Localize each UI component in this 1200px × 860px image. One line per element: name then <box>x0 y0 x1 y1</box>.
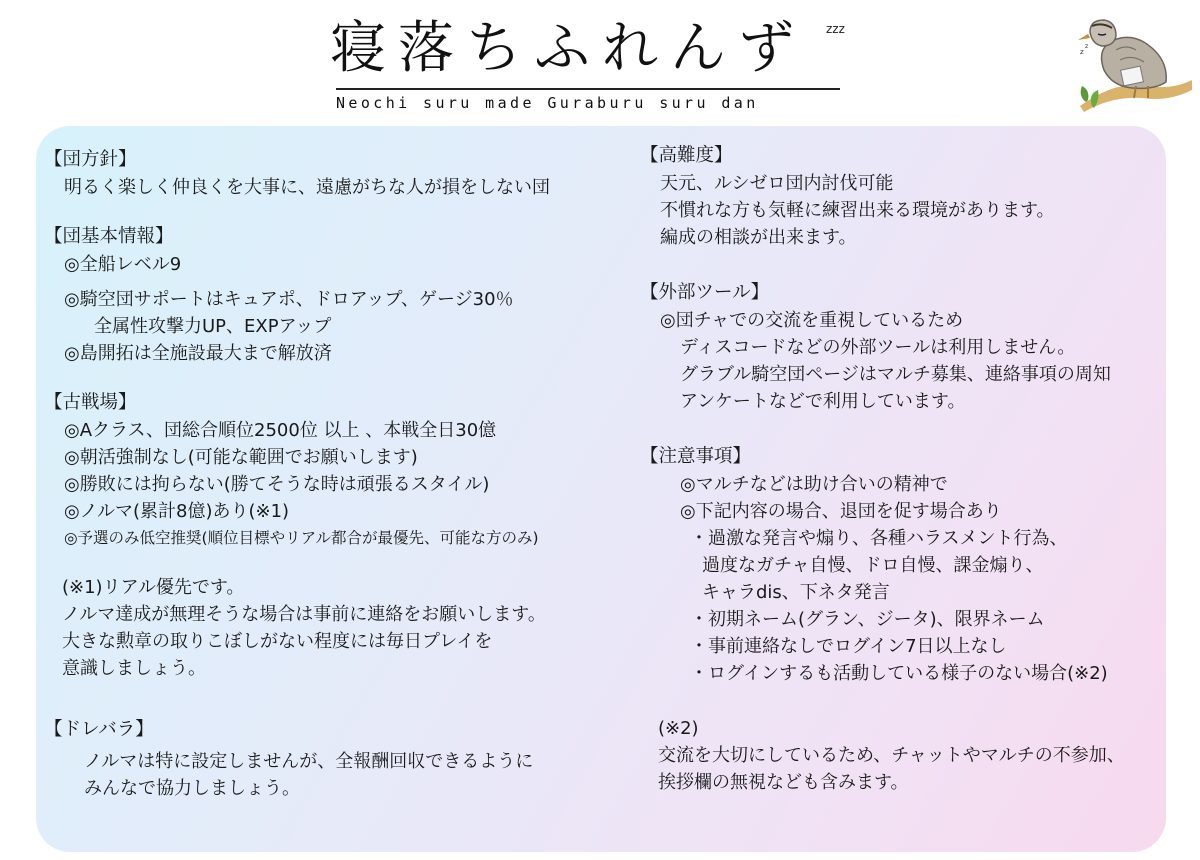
policy-heading: 【団方針】 <box>44 149 137 170</box>
caution-line: キャラdis、下ネタ発言 <box>702 582 890 603</box>
note-1-line: (※1)リアル優先です。 <box>62 577 245 598</box>
kosenjo-heading: 【古戦場】 <box>44 392 137 413</box>
doreba-section <box>44 716 634 802</box>
clan-subtitle: Neochi suru made Guraburu suru dan <box>336 94 759 112</box>
caution-heading: 【注意事項】 <box>640 446 752 467</box>
high-difficulty-line: 不慣れな方も気軽に練習出来る環境があります。 <box>660 200 1055 221</box>
sleep-zz-mark: zzz <box>826 22 845 36</box>
caution-line: ・事前連絡なしでログイン7日以上なし <box>690 636 1007 657</box>
sleeping-bird-mascot <box>1076 10 1194 112</box>
note-2-line: 挨拶欄の無視なども含みます。 <box>658 772 909 793</box>
caution-line: ◎マルチなどは助け合いの精神で <box>680 474 948 495</box>
caution-line: ・初期ネーム(グラン、ジータ)、限界ネーム <box>690 609 1045 630</box>
caution-line: ・ログインするも活動している様子のない場合(※2) <box>690 663 1108 684</box>
high-difficulty-heading: 【高難度】 <box>640 145 733 166</box>
high-difficulty-line: 編成の相談が出来ます。 <box>660 227 857 248</box>
basic-info-section <box>44 223 634 367</box>
note-1-line: ノルマ達成が無理そうな場合は事前に連絡をお願いします。 <box>62 604 546 625</box>
doreba-heading: 【ドレバラ】 <box>44 719 154 740</box>
policy-line: 明るく楽しく仲良くを大事に、遠慮がちな人が損をしない団 <box>64 177 550 198</box>
basic-info-heading: 【団基本情報】 <box>44 226 174 247</box>
external-tools-heading: 【外部ツール】 <box>640 282 770 303</box>
svg-text:z: z <box>1080 48 1084 56</box>
policy-section <box>44 146 634 201</box>
kosenjo-line: ◎勝敗には拘らない(勝てそうな時は頑張るスタイル) <box>64 474 490 495</box>
clan-title: 寝落ちふれんず <box>330 16 806 81</box>
external-tools-line: グラブル騎空団ページはマルチ募集、連絡事項の周知 <box>680 364 1111 385</box>
left-column <box>44 146 634 802</box>
right-column <box>640 142 1180 796</box>
high-difficulty-section <box>640 142 1180 251</box>
note-1-line: 大きな勲章の取りこぼしがない程度には毎日プレイを <box>62 631 493 652</box>
external-tools-line: アンケートなどで利用しています。 <box>680 391 966 412</box>
doreba-line: ノルマは特に設定しませんが、全報酬回収できるように <box>84 751 534 772</box>
kosenjo-line: ◎ノルマ(累計8億)あり(※1) <box>64 501 290 522</box>
caution-line: ◎下記内容の場合、退団を促す場合あり <box>680 501 1002 522</box>
basic-info-line: ◎騎空団サポートはキュアポ、ドロアップ、ゲージ30％ <box>64 289 514 310</box>
note-1-section <box>44 574 634 682</box>
basic-info-line: ◎全船レベル9 <box>64 254 182 275</box>
kosenjo-line: ◎朝活強制なし(可能な範囲でお願いします) <box>64 447 418 468</box>
note-2-line: 交流を大切にしているため、チャットやマルチの不参加、 <box>658 745 1125 766</box>
kosenjo-line: ◎Aクラス、団総合順位2500位 以上 、本戦全日30億 <box>64 420 497 441</box>
note-2-section <box>640 715 1180 796</box>
external-tools-section <box>640 279 1180 415</box>
kosenjo-section <box>44 389 634 552</box>
external-tools-line: ◎団チャでの交流を重視しているため <box>660 310 964 331</box>
high-difficulty-line: 天元、ルシゼロ団内討伐可能 <box>660 173 894 194</box>
caution-section <box>640 443 1180 687</box>
caution-line: 過度なガチャ自慢、ドロ自慢、課金煽り、 <box>702 555 1044 576</box>
caution-line: ・過激な発言や煽り、各種ハラスメント行為、 <box>690 528 1068 549</box>
external-tools-line: ディスコードなどの外部ツールは利用しません。 <box>680 337 1076 358</box>
doreba-line: みんなで協力しましょう。 <box>84 778 300 799</box>
basic-info-line: 全属性攻撃力UP、EXPアップ <box>94 316 332 337</box>
kosenjo-line: ◎予選のみ低空推奨(順位目標やリアル都合が最優先、可能な方のみ) <box>64 529 539 547</box>
note-1-line: 意識しましょう。 <box>62 658 206 679</box>
svg-text:z: z <box>1085 43 1089 50</box>
title-underline <box>336 88 840 90</box>
basic-info-line: ◎島開拓は全施設最大まで解放済 <box>64 343 332 364</box>
note-2-line: (※2) <box>658 718 699 739</box>
